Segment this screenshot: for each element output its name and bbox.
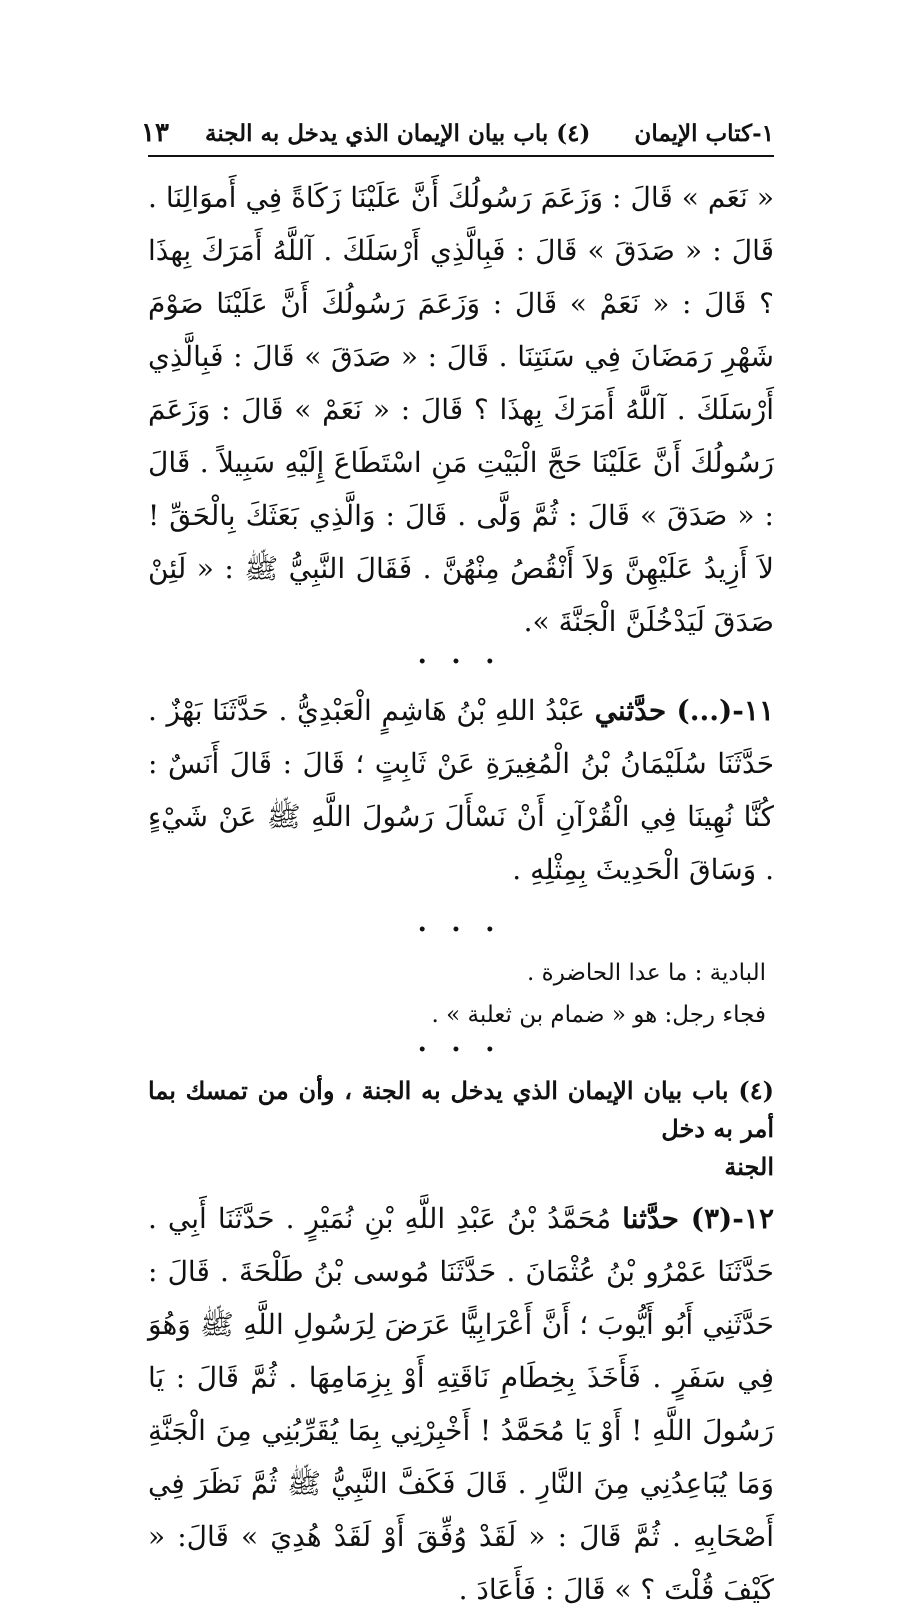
- running-header: [141, 118, 774, 157]
- header-titles: [169, 119, 774, 149]
- hadith-12-lead: ١٢-(٣) حدَّثنا: [622, 1202, 774, 1235]
- page-number: ١٣: [141, 118, 169, 148]
- section-separator: • • •: [417, 1042, 505, 1058]
- chapter-heading-line2: الجنة: [724, 1152, 774, 1181]
- hadith-11-lead: ١١-(...) حدَّثني: [594, 694, 774, 727]
- header-chapter-title: (٤) باب بيان الإيمان الذي يدخل به الجنة: [204, 120, 591, 147]
- header-book-title: ١-كتاب الإيمان: [634, 120, 774, 147]
- gloss-note: البادية : ما عدا الحاضرة .: [527, 960, 766, 986]
- hadith-continuation-text: « نَعَم » قَالَ : وَزَعَمَ رَسُولُكَ أَنَّ عَلَيْنَا زَكَاةً فِي أَموَالِنَا . قَالَ : « صَدَقَ » قَالَ : فَبِالَّذِي أَرْسَلَكَ . آللَّهُ أَمَرَكَ بِهذَا ؟ قَالَ : « نَعَمْ » قَالَ : وَزَعَمَ رَسُولُكَ أَنَّ عَلَيْنَا صَوْمَ شَهْرِ رَمَضَانَ فِي سَنَتِنَا . قَالَ : « صَدَقَ » قَالَ : فَبِالَّذِي أَرْسَلَكَ . آللَّهُ أَمَرَكَ بِهذَا ؟ قَالَ : « نَعَمْ » قَالَ : وَزَعَمَ رَسُولُكَ أَنَّ عَلَيْنَا حَجَّ الْبَيْتِ مَنِ اسْتَطَاعَ إِلَيْهِ سَبِيلاً . قَالَ : « صَدَقَ » قَالَ : ثُمَّ وَلَّى . قَالَ : وَالَّذِي بَعَثَكَ بِالْحَقِّ ! لاَ أَزِيدُ عَلَيْهِنَّ وَلاَ أَنْقُصُ مِنْهُنَّ . فَقَالَ النَّبِيُّ ﷺ : « لَئِنْ صَدَقَ لَيَدْخُلَنَّ الْجَنَّةَ ».: [148, 181, 774, 638]
- section-separator: • • •: [417, 654, 505, 670]
- section-separator: • • •: [417, 922, 505, 938]
- chapter-heading-line1: (٤) باب بيان الإيمان الذي يدخل به الجنة ، وأن من تمسك بما أمر به دخل: [148, 1076, 774, 1143]
- hadith-12-text: مُحَمَّدُ بْنُ عَبْدِ اللَّهِ بْنِ نُمَيْرٍ . حَدَّثَنَا أَبِي . حَدَّثَنَا عَمْرُو بْنُ عُثْمَانَ . حَدَّثَنَا مُوسى بْنُ طَلْحَةَ . قَالَ : حَدَّثَنِي أَبُو أَيُّوبَ ؛ أَنَّ أَعْرَابِيًّا عَرَضَ لِرَسُولِ اللَّهِ ﷺ وَهُوَ فِي سَفَرٍ . فَأَخَذَ بِخِطَامِ نَاقَتِهِ أَوْ بِزِمَامِهَا . ثُمَّ قَالَ : يَا رَسُولَ اللَّهِ ! أَوْ يَا مُحَمَّدُ ! أَخْبِرْنِي بِمَا يُقَرِّبُنِي مِنَ الْجَنَّةِ وَمَا يُبَاعِدُنِي مِنَ النَّارِ . قَالَ فَكَفَّ النَّبِيُّ ﷺ ثُمَّ نَظَرَ فِي أَصْحَابِهِ . ثُمَّ قَالَ : « لَقَدْ وُفِّقَ أَوْ لَقَدْ هُدِيَ » قَالَ: « كَيْفَ قُلْتَ ؟ » قَالَ : فَأَعَادَ .: [148, 1202, 775, 1606]
- hadith-continuation: [148, 171, 774, 648]
- hadith-12: [148, 1192, 774, 1616]
- chapter-heading: [148, 1072, 774, 1186]
- hadith-11-text: عَبْدُ اللهِ بْنُ هَاشِمٍ الْعَبْدِيُّ . حَدَّثَنَا بَهْزٌ . حَدَّثَنَا سُلَيْمَانُ بْنُ الْمُغِيرَةِ عَنْ ثَابِتٍ ؛ قَالَ : قَالَ أَنَسٌ : كُنَّا نُهِينَا فِي الْقُرْآنِ أَنْ نَسْأَلَ رَسُولَ اللَّهِ ﷺ عَنْ شَيْءٍ . وَسَاقَ الْحَدِيثَ بِمِثْلِهِ .: [148, 694, 774, 886]
- gloss-note: فجاء رجل: هو « ضمام بن ثعلبة » .: [431, 1002, 766, 1028]
- hadith-11: [148, 684, 774, 896]
